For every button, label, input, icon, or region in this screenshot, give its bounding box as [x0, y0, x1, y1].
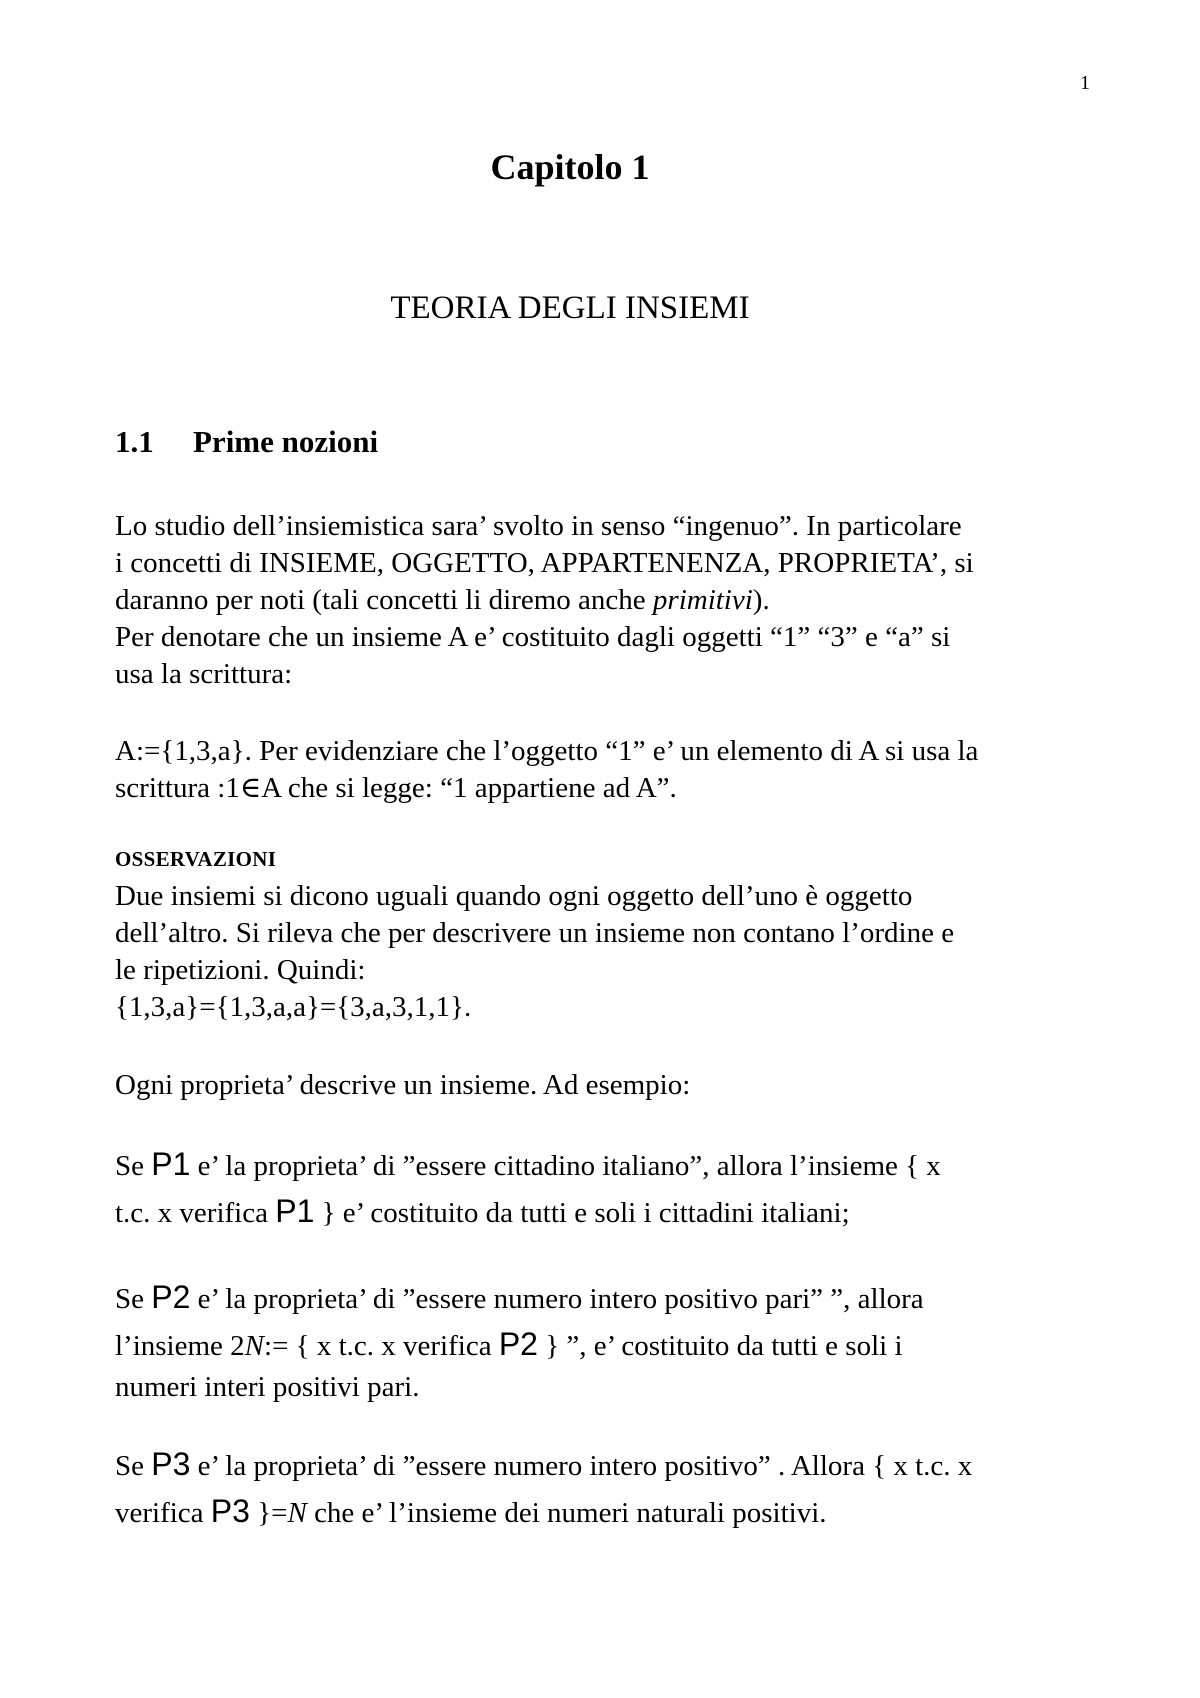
- text-span: }=: [249, 1497, 288, 1529]
- property-symbol-p1: P1: [151, 1146, 191, 1182]
- section-heading: [115, 424, 378, 460]
- example-p3: [115, 1442, 1115, 1536]
- text-line: {1,3,a}={1,3,a,a}={3,a,3,1,1}.: [115, 991, 472, 1023]
- text-line: [115, 582, 1115, 619]
- text-line: Per denotare che un insieme A e’ costituito dagli oggetti “1” “3” e “a” si: [115, 621, 951, 653]
- text-span: e’ la proprieta’ di ”essere cittadino italiano”, allora l’insieme { x: [190, 1150, 941, 1182]
- intro-paragraph: [115, 508, 1115, 693]
- text-span: l’insieme 2: [115, 1330, 245, 1362]
- example-intro: [115, 1067, 1115, 1104]
- text-line: [115, 1489, 1115, 1536]
- property-symbol-p2: P2: [498, 1326, 538, 1362]
- natural-numbers-symbol: N: [244, 1330, 265, 1362]
- text-line: numeri interi positivi pari.: [115, 1371, 420, 1403]
- page-number: 1: [1080, 72, 1090, 94]
- text-span: verifica: [115, 1497, 211, 1529]
- example-p2: [115, 1275, 1115, 1406]
- text-span: t.c. x verifica: [115, 1197, 276, 1229]
- text-span: ).: [752, 584, 770, 616]
- property-symbol-p1: P1: [275, 1193, 315, 1229]
- text-line: scrittura :1∈A che si legge: “1 appartiene ad A”.: [115, 772, 677, 804]
- text-line: Due insiemi si dicono uguali quando ogni oggetto dell’uno è oggetto: [115, 880, 913, 912]
- text-span: } ”, e’ costituito da tutti e soli i: [537, 1330, 903, 1362]
- text-line: usa la scrittura:: [115, 658, 293, 690]
- text-line: dell’altro. Si rileva che per descrivere un insieme non contano l’ordine e: [115, 917, 955, 949]
- text-line: [115, 1142, 1115, 1189]
- notation-paragraph: [115, 733, 1115, 807]
- text-line: [115, 1442, 1115, 1489]
- natural-numbers-symbol: N: [287, 1497, 307, 1529]
- section-title: Prime nozioni: [193, 424, 379, 459]
- text-span: e’ la proprieta’ di ”essere numero intero positivo” . Allora { x t.c. x: [190, 1450, 973, 1482]
- text-line: le ripetizioni. Quindi:: [115, 954, 366, 986]
- observations-heading: OSSERVAZIONI: [115, 847, 277, 871]
- text-span: Se: [115, 1283, 152, 1315]
- property-symbol-p3: P3: [151, 1446, 191, 1482]
- text-span: } e’ costituito da tutti e soli i cittadini italiani;: [314, 1197, 850, 1229]
- text-line: [115, 1275, 1115, 1322]
- text-span: := { x t.c. x verifica: [264, 1330, 499, 1362]
- text-span: che e’ l’insieme dei numeri naturali positivi.: [306, 1497, 827, 1529]
- section-number: 1.1: [115, 424, 154, 459]
- text-line: i concetti di INSIEME, OGGETTO, APPARTENENZA, PROPRIETA’, si: [115, 547, 974, 579]
- property-symbol-p3: P3: [210, 1493, 250, 1529]
- text-line: [115, 1322, 1115, 1369]
- text-span: e’ la proprieta’ di ”essere numero intero positivo pari” ”, allora: [190, 1283, 924, 1315]
- text-line: Lo studio dell’insiemistica sara’ svolto in senso “ingenuo”. In particolare: [115, 510, 962, 542]
- property-symbol-p2: P2: [151, 1279, 191, 1315]
- chapter-title: TEORIA DEGLI INSIEMI: [390, 290, 750, 326]
- text-line: A:={1,3,a}. Per evidenziare che l’oggetto “1” e’ un elemento di A si usa la: [115, 735, 979, 767]
- example-p1: [115, 1142, 1115, 1236]
- observations-paragraph: [115, 878, 1115, 1026]
- text-line: [115, 1189, 1115, 1236]
- text-line: Ogni proprieta’ descrive un insieme. Ad esempio:: [115, 1069, 691, 1101]
- text-span: Se: [115, 1150, 152, 1182]
- text-span: Se: [115, 1450, 152, 1482]
- emphasis-primitivi: primitivi: [652, 584, 753, 616]
- chapter-heading: Capitolo 1: [490, 147, 650, 187]
- text-span: daranno per noti (tali concetti li diremo anche: [115, 584, 653, 616]
